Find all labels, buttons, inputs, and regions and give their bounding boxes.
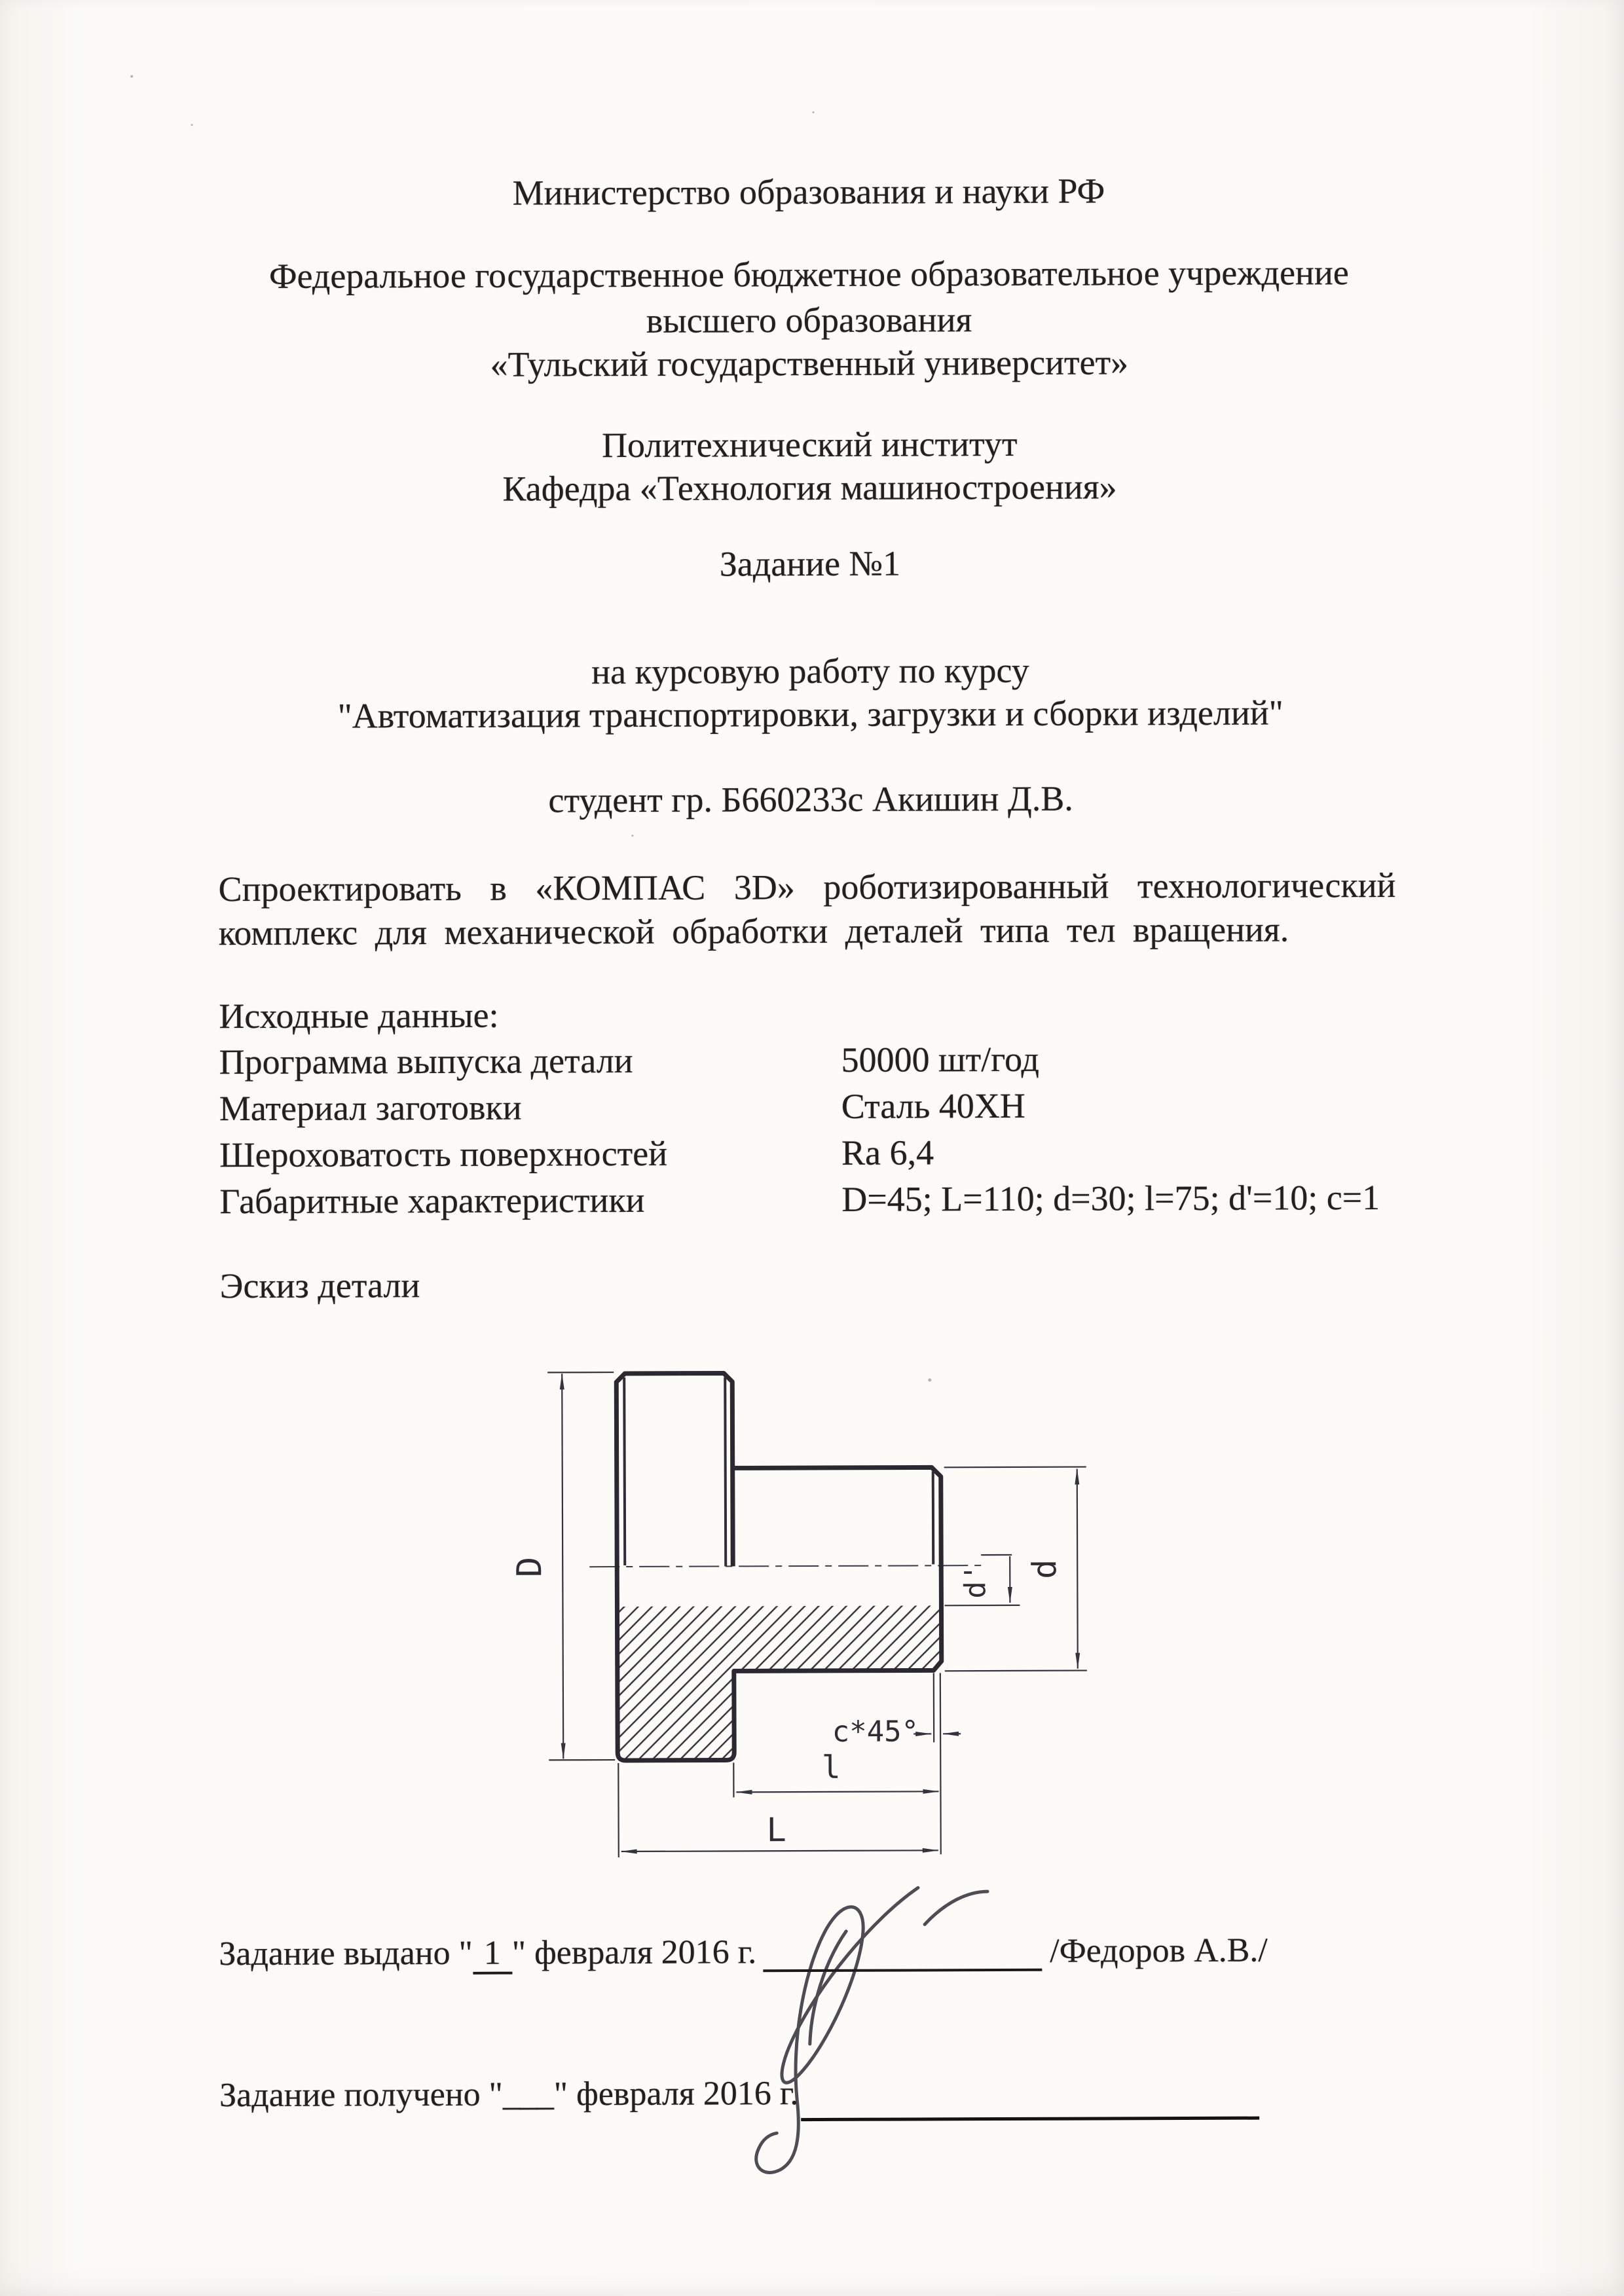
- scan-speck: [130, 75, 133, 78]
- received-prefix: Задание получено ": [219, 2075, 503, 2115]
- assignment-title: Задание №1: [719, 543, 901, 584]
- issued-prefix: Задание выдано ": [219, 1934, 473, 1973]
- signature-ink: [690, 1870, 1032, 2187]
- dim-dprime-label: d': [959, 1563, 993, 1599]
- issued-suffix: " февраля 2016 г.: [511, 1933, 757, 1972]
- dim-L-label: L: [766, 1811, 786, 1850]
- table-row: [219, 1131, 1464, 1182]
- row-value: D=45; L=110; d=30; l=75; d'=10; c=1: [841, 1177, 1380, 1219]
- row-label: Шероховатость поверхностей: [219, 1133, 668, 1175]
- row-value: Ra 6,4: [841, 1133, 934, 1173]
- issued-day: 1: [473, 1935, 512, 1975]
- task-paragraph: [218, 864, 1395, 955]
- scan-speck: [812, 111, 814, 113]
- received-row: [219, 2073, 1259, 2115]
- header-institute: Политехнический институт: [601, 424, 1018, 465]
- issued-row: [219, 1931, 1268, 1974]
- initial-data-table: [219, 1038, 1464, 1228]
- dim-d-line: [1077, 1469, 1078, 1669]
- table-row: [219, 1177, 1464, 1228]
- course-intro: на курсовую работу по курсу: [591, 650, 1029, 692]
- course-name: "Автоматизация транспортировки, загрузки и сборки изделий": [337, 693, 1283, 736]
- task-line-1: Спроектировать в «КОМПАС 3D» роботизированный технологический: [218, 865, 1396, 909]
- dim-D-label: D: [510, 1556, 550, 1578]
- dim-d-label: d: [1025, 1559, 1064, 1579]
- row-label: Программа выпуска детали: [219, 1040, 633, 1082]
- student-line: студент гр. Б660233с Акишин Д.В.: [548, 778, 1073, 820]
- received-suffix: " февраля 2016 г.: [553, 2075, 799, 2113]
- part-sketch: [459, 1328, 1116, 1873]
- header-institution-line2: высшего образования: [646, 300, 972, 340]
- row-value: Сталь 40ХН: [841, 1085, 1025, 1126]
- table-row: [219, 1038, 1463, 1089]
- chamfer-edge-lines: [624, 1376, 933, 1567]
- scan-speck: [928, 1378, 931, 1381]
- dim-L-line: [621, 1850, 938, 1851]
- row-label: Габаритные характеристики: [219, 1180, 645, 1222]
- scan-speck: [191, 124, 193, 126]
- row-value: 50000 шт/год: [841, 1039, 1040, 1080]
- header-institution-line1: Федеральное государственное бюджетное образовательное учреждение: [268, 253, 1349, 296]
- dim-l-label: l: [821, 1749, 841, 1786]
- header-university: «Тульский государственный университет»: [490, 342, 1129, 384]
- row-label: Материал заготовки: [219, 1087, 522, 1129]
- dim-chamfer-label: c*45°: [832, 1715, 919, 1749]
- header-department: Кафедра «Технология машиностроения»: [502, 467, 1117, 509]
- scan-speck: [631, 835, 633, 837]
- header-ministry: Министерство образования и науки РФ: [512, 171, 1105, 213]
- dim-l-line: [736, 1791, 938, 1792]
- dim-D-line: [562, 1374, 563, 1758]
- received-blank: ___: [502, 2075, 554, 2113]
- initial-data-heading: Исходные данные:: [219, 995, 499, 1036]
- table-row: [219, 1084, 1464, 1135]
- centerline: [589, 1565, 984, 1567]
- sketch-heading: Эскиз детали: [219, 1266, 420, 1306]
- task-line-2: комплекс для механической обработки деталей типа тел вращения.: [218, 909, 1289, 953]
- issued-signer: /Федоров А.В./: [1050, 1931, 1268, 1970]
